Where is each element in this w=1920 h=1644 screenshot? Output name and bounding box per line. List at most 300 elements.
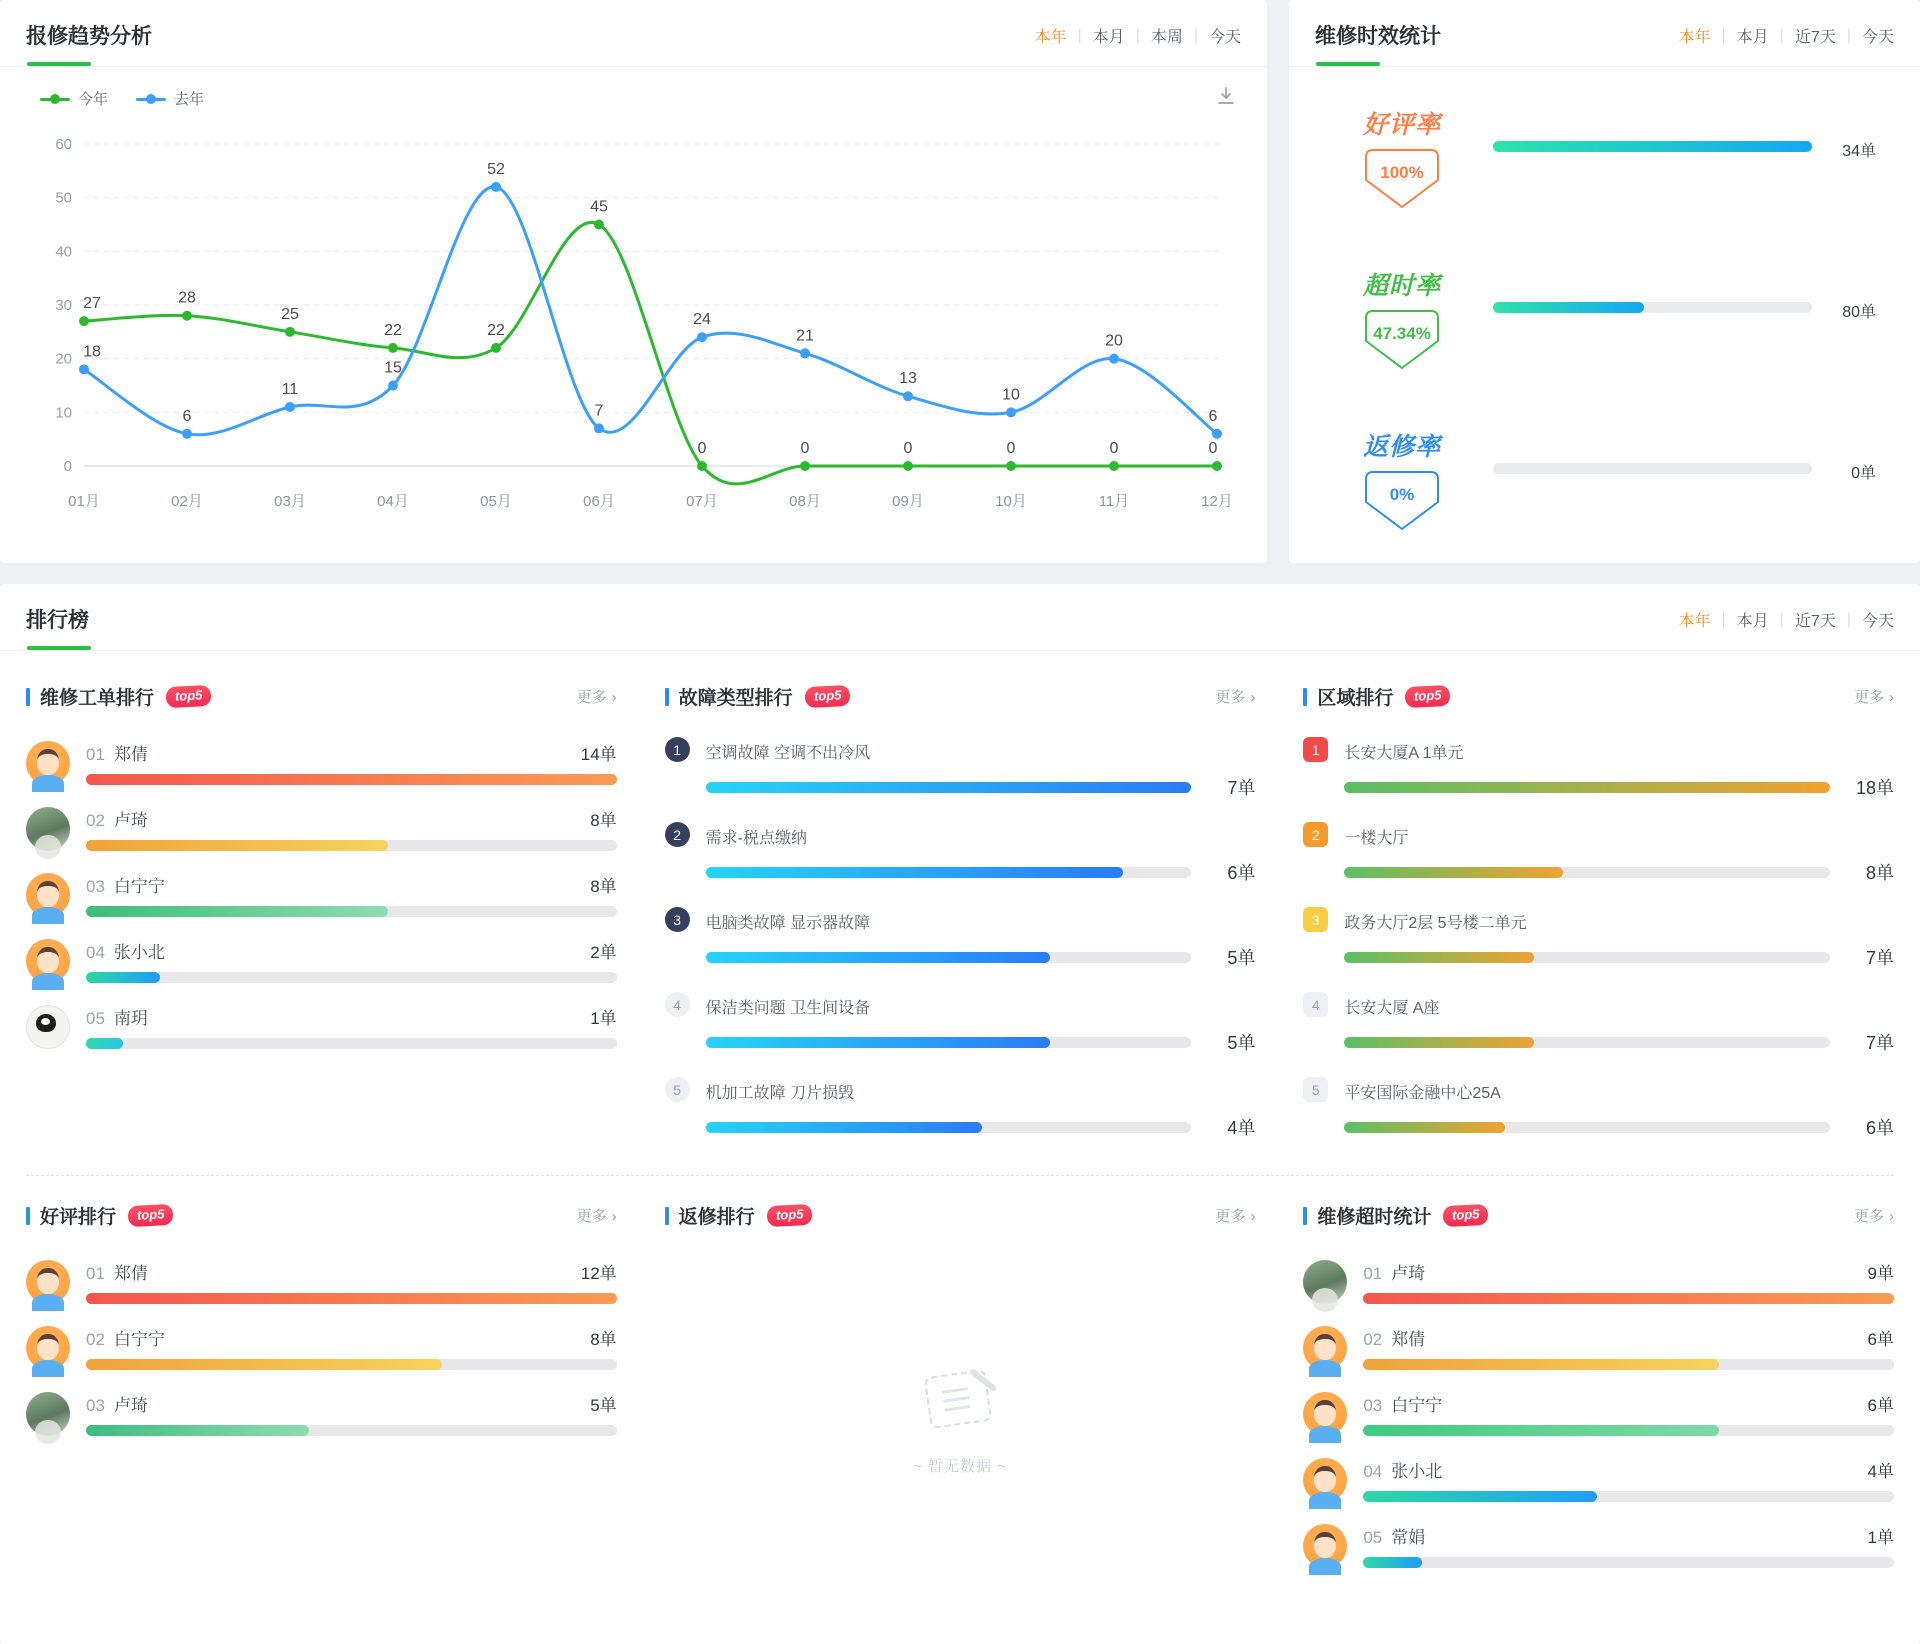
rank-bar-track: [706, 782, 1192, 793]
rank-count: 8单: [590, 1330, 617, 1349]
rank-number: 03: [1363, 1396, 1383, 1415]
rank-bar-track: [86, 906, 617, 917]
data-point: [285, 327, 295, 337]
filter-本月[interactable]: 本月: [1736, 29, 1769, 46]
rank-row: [26, 1325, 617, 1370]
rank-row-main: [706, 825, 1256, 885]
ranking-panel: [0, 584, 1920, 1644]
data-point: [79, 364, 89, 374]
rank-number: 01: [1363, 1264, 1383, 1283]
rank-bar-track: [86, 1425, 617, 1436]
data-point: [697, 461, 707, 471]
filter-本年[interactable]: 本年: [1034, 29, 1067, 46]
rank-badge: 1: [665, 737, 690, 762]
person-name: 白宁宁: [113, 877, 165, 896]
rank-bar-track: [86, 1293, 617, 1304]
rank-number: 01: [86, 745, 105, 764]
data-label: 0: [800, 440, 810, 457]
data-point: [1006, 407, 1016, 417]
more-link[interactable]: 更多 ›: [1853, 689, 1894, 706]
rank-bar-fill: [86, 1425, 309, 1436]
stat-percent-badge-icon: [1362, 469, 1442, 538]
rank-row-name: [1363, 1325, 1425, 1350]
rank-row: [1303, 1325, 1894, 1370]
rank-card-title: 故障类型排行: [678, 688, 793, 709]
data-point: [491, 182, 501, 192]
rank-badge: 5: [1303, 1077, 1328, 1102]
stat-left: [1341, 427, 1463, 538]
rank-count: 6单: [1867, 1396, 1894, 1415]
filter-今天[interactable]: 今天: [1861, 613, 1894, 630]
rank-count: 5单: [1227, 1033, 1256, 1053]
avatar: [1303, 1524, 1347, 1568]
top5-badge: top5: [766, 1204, 812, 1227]
rank-row: [1303, 740, 1894, 800]
stat-bar-track: [1493, 463, 1812, 474]
rank-count: 12单: [580, 1264, 617, 1283]
filter-今天[interactable]: 今天: [1208, 29, 1241, 46]
legend-item-去年[interactable]: [136, 88, 204, 109]
rank-row-labels: [86, 872, 617, 897]
rank-count: 1单: [590, 1009, 617, 1028]
x-axis-tick: 09月: [892, 493, 924, 510]
rank-count: 4单: [1227, 1118, 1256, 1138]
rank-card-维修工单排行: [26, 657, 617, 1165]
person-name: 南玥: [113, 1009, 148, 1028]
rank-badge: 4: [665, 992, 690, 1017]
more-link[interactable]: 更多 ›: [576, 689, 617, 706]
rank-number: 02: [86, 811, 105, 830]
rank-row-main: [1363, 1325, 1894, 1370]
stat-bar-row: [1493, 302, 1876, 377]
rank-bar-track: [1363, 1491, 1894, 1502]
rank-bar-fill: [1363, 1359, 1719, 1370]
ranking-grid: [0, 651, 1920, 1589]
trend-filters: [1034, 24, 1241, 47]
rank-bar-fill: [1363, 1425, 1719, 1436]
filter-separator: |: [1077, 26, 1082, 44]
efficiency-panel-header: [1289, 0, 1920, 67]
rank-bar-fill: [1344, 952, 1533, 963]
rank-bar-fill: [1344, 1037, 1533, 1048]
rank-row-main: [706, 995, 1256, 1055]
title-bullet-icon: [1303, 688, 1307, 706]
data-label: 13: [899, 370, 917, 388]
y-axis-tick: 0: [63, 458, 72, 475]
filter-separator: |: [1721, 610, 1726, 628]
rank-row-labels: [86, 740, 617, 765]
filter-本周[interactable]: 本周: [1150, 29, 1183, 46]
stat-返修率: [1341, 427, 1876, 538]
data-label: 21: [796, 327, 814, 345]
rank-row: [26, 1004, 617, 1049]
rank-count: 6单: [1227, 863, 1256, 883]
rank-row-labels: [1363, 1391, 1894, 1416]
avatar: [1303, 1260, 1347, 1304]
stat-超时率: [1341, 266, 1876, 377]
rank-row-main: [1344, 825, 1894, 885]
chevron-right-icon: ›: [611, 1208, 617, 1225]
more-link[interactable]: 更多 ›: [1215, 1208, 1256, 1225]
rank-row-main: [1363, 1523, 1894, 1568]
rank-number: 05: [1363, 1528, 1383, 1547]
rank-count: 6单: [1867, 1330, 1894, 1349]
rank-card-title: 返修排行: [678, 1207, 755, 1228]
rank-row-main: [1363, 1457, 1894, 1502]
rank-bar-fill: [86, 1359, 442, 1370]
filter-近7天[interactable]: 近7天: [1794, 29, 1836, 46]
title-bullet-icon: [665, 688, 669, 706]
rank-card-返修排行: [665, 1176, 1256, 1589]
rank-bar-track: [1363, 1557, 1894, 1568]
rank-row: [1303, 1391, 1894, 1436]
rank-card-title: 维修超时统计: [1317, 1207, 1432, 1228]
avatar: [26, 939, 70, 983]
efficiency-filters: [1679, 24, 1894, 47]
rank-row-labels: [1363, 1259, 1894, 1284]
stat-count: 34单: [1842, 143, 1876, 160]
filter-separator: |: [1779, 610, 1784, 628]
rank-bar-track: [1344, 952, 1830, 963]
rank-row: [1303, 1457, 1894, 1502]
rank-badge: 2: [665, 822, 690, 847]
more-link[interactable]: 更多 ›: [576, 1208, 617, 1225]
stat-count: 80单: [1842, 304, 1876, 321]
rank-row-label: 政务大厅2层 5号楼二单元: [1344, 915, 1527, 932]
download-icon[interactable]: [1215, 85, 1237, 112]
rank-row-label: 空调故障 空调不出冷风: [705, 745, 871, 762]
series-line-去年: [84, 187, 1217, 435]
svg-text:0%: 0%: [1389, 485, 1415, 504]
rank-bar-track: [86, 1359, 617, 1370]
person-name: 郑倩: [113, 745, 148, 764]
stat-bar-row: [1493, 463, 1876, 538]
rank-count: 2单: [590, 943, 617, 962]
stat-bar-fill: [1493, 302, 1644, 313]
person-name: 白宁宁: [113, 1330, 165, 1349]
filter-本年[interactable]: 本年: [1678, 613, 1711, 630]
x-axis-tick: 12月: [1201, 493, 1233, 510]
rank-row-label: 需求-税点缴纳: [705, 830, 807, 847]
rank-row-name: [1363, 1259, 1425, 1284]
data-point: [594, 423, 604, 433]
rank-row-name: [1363, 1523, 1425, 1548]
rank-card-区域排行: [1303, 657, 1894, 1165]
rank-row: [665, 825, 1256, 885]
rank-bar-track: [1344, 867, 1830, 878]
rank-bar-track: [706, 1037, 1192, 1048]
rank-bar-fill: [1363, 1557, 1421, 1568]
rank-bar-fill: [86, 1038, 123, 1049]
rank-row: [1303, 1523, 1894, 1568]
person-name: 郑倩: [1391, 1330, 1426, 1349]
rank-card-title: 维修工单排行: [40, 688, 155, 709]
stat-percent-badge-icon: [1362, 147, 1442, 216]
data-label: 25: [281, 305, 299, 323]
filter-separator: |: [1721, 26, 1726, 44]
rank-bar-fill: [706, 867, 1124, 878]
rank-bar-track: [706, 867, 1192, 878]
rank-card-header: [665, 683, 1256, 710]
rank-bar-fill: [1344, 1122, 1504, 1133]
rank-row-main: [86, 872, 617, 917]
rank-row-name: [86, 938, 165, 963]
ranking-panel-header: [0, 584, 1920, 651]
rank-row-labels: [1363, 1325, 1894, 1350]
more-link[interactable]: 更多 ›: [1215, 689, 1256, 706]
top5-badge: top5: [1405, 685, 1451, 708]
top-row: [0, 0, 1920, 563]
person-name: 张小北: [113, 943, 165, 962]
data-label: 6: [1208, 407, 1218, 425]
filter-近7天[interactable]: 近7天: [1794, 613, 1836, 630]
rank-row-name: [86, 872, 165, 897]
rank-row-name: [86, 806, 148, 831]
rank-card-好评排行: [26, 1176, 617, 1589]
x-axis-tick: 08月: [789, 493, 821, 510]
trend-panel-header: [0, 0, 1267, 67]
data-point: [903, 391, 913, 401]
rank-row: [1303, 825, 1894, 885]
title-bullet-icon: [1303, 1207, 1307, 1225]
rank-number: 05: [86, 1009, 105, 1028]
trend-panel-title: 报修趋势分析: [26, 20, 152, 66]
no-data-icon: [915, 1363, 1005, 1441]
rank-row-main: [86, 806, 617, 851]
rank-bar-row: [706, 774, 1256, 800]
去年-legend-marker-icon: [136, 94, 166, 104]
rank-bar-fill: [706, 1037, 1051, 1048]
rank-row-name: [86, 1259, 148, 1284]
efficiency-stats: [1289, 67, 1920, 558]
legend-item-今年[interactable]: [40, 88, 108, 109]
rank-row: [26, 740, 617, 785]
title-bullet-icon: [665, 1207, 669, 1225]
y-axis-tick: 30: [55, 297, 72, 314]
rank-row: [1303, 1080, 1894, 1140]
rank-row-main: [86, 1004, 617, 1049]
stat-bar-track: [1493, 302, 1812, 313]
avatar: [26, 807, 70, 851]
rank-row-labels: [86, 938, 617, 963]
rank-row-name: [86, 1004, 148, 1029]
data-point: [1109, 461, 1119, 471]
rank-badge: 1: [1303, 737, 1328, 762]
x-axis-tick: 07月: [686, 493, 718, 510]
rank-count: 7单: [1865, 1033, 1894, 1053]
x-axis-tick: 03月: [274, 493, 306, 510]
filter-本年[interactable]: 本年: [1678, 29, 1711, 46]
rank-row: [26, 806, 617, 851]
chevron-right-icon: ›: [1250, 1208, 1256, 1225]
data-label: 0: [1208, 440, 1218, 457]
data-label: 45: [590, 198, 608, 216]
rank-count: 14单: [580, 745, 617, 764]
rank-row-label: 长安大厦A 1单元: [1344, 745, 1464, 762]
rank-bar-fill: [1363, 1293, 1894, 1304]
avatar: [26, 1005, 70, 1049]
rank-row-name: [86, 1325, 165, 1350]
data-label: 18: [83, 343, 101, 361]
chevron-right-icon: ›: [1250, 689, 1256, 706]
rank-row: [665, 910, 1256, 970]
rank-row: [1303, 910, 1894, 970]
rank-bar-row: [706, 944, 1256, 970]
data-point: [1212, 461, 1222, 471]
data-point: [800, 461, 810, 471]
rank-bar-row: [1344, 859, 1894, 885]
rank-bar-row: [706, 859, 1256, 885]
stat-bar-fill: [1493, 141, 1812, 152]
rank-count: 5单: [1227, 948, 1256, 968]
rank-number: 04: [1363, 1462, 1383, 1481]
rank-row-main: [1344, 995, 1894, 1055]
rank-bar-row: [1344, 1029, 1894, 1055]
x-axis-tick: 05月: [480, 493, 512, 510]
y-axis-tick: 40: [55, 243, 72, 261]
data-label: 22: [384, 321, 402, 339]
no-data-text: ~ 暂无数据 ~: [913, 1457, 1007, 1475]
filter-separator: |: [1135, 26, 1140, 44]
rank-row-main: [1363, 1259, 1894, 1304]
rank-card-header: [26, 683, 617, 710]
rank-row-name: [1363, 1391, 1442, 1416]
rank-row-name: [86, 740, 148, 765]
rank-bar-fill: [1344, 782, 1830, 793]
rank-bar-track: [706, 1122, 1192, 1133]
filter-separator: |: [1193, 26, 1198, 44]
rank-bar-row: [706, 1114, 1256, 1140]
series-line-今年: [84, 222, 1217, 484]
rank-card-title: 好评排行: [40, 1207, 117, 1228]
rank-row-labels: [86, 1325, 617, 1350]
data-label: 24: [693, 311, 711, 329]
rank-row-main: [706, 1080, 1256, 1140]
data-point: [491, 343, 501, 353]
rank-row-main: [1344, 740, 1894, 800]
rank-number: 02: [1363, 1330, 1383, 1349]
rank-row-main: [706, 740, 1256, 800]
x-axis-tick: 10月: [995, 493, 1027, 510]
rank-count: 8单: [590, 811, 617, 830]
data-point: [182, 311, 192, 321]
rank-row: [665, 1080, 1256, 1140]
rank-card-header: [1303, 683, 1894, 710]
data-point: [388, 343, 398, 353]
rank-row-label: 保洁类问题 卫生间设备: [705, 1000, 871, 1017]
top5-badge: top5: [127, 1204, 173, 1227]
rank-row-labels: [86, 1391, 617, 1416]
data-label: 11: [281, 380, 299, 398]
legend-dot: [50, 94, 60, 104]
more-link[interactable]: 更多 ›: [1853, 1208, 1894, 1225]
rank-count: 18单: [1855, 778, 1894, 798]
legend-label: 去年: [174, 91, 205, 108]
person-name: 白宁宁: [1391, 1396, 1443, 1415]
chevron-right-icon: ›: [1889, 1208, 1894, 1225]
data-label: 0: [1006, 440, 1016, 457]
rank-bar-track: [86, 840, 617, 851]
x-axis-tick: 02月: [171, 493, 203, 510]
rank-number: 04: [86, 943, 105, 962]
chevron-right-icon: ›: [611, 689, 617, 706]
data-point: [903, 461, 913, 471]
data-label: 6: [182, 407, 192, 425]
rank-bar-fill: [86, 906, 388, 917]
filter-本月[interactable]: 本月: [1736, 613, 1769, 630]
rank-row-main: [706, 910, 1256, 970]
stat-bar-row: [1493, 141, 1876, 216]
top5-badge: top5: [804, 685, 850, 708]
rank-card-header: [665, 1202, 1256, 1229]
rank-row-label: 电脑类故障 显示器故障: [705, 915, 871, 932]
rank-row: [1303, 995, 1894, 1055]
person-name: 郑倩: [113, 1264, 148, 1283]
chevron-right-icon: ›: [1889, 689, 1894, 706]
今年-legend-marker-icon: [40, 94, 70, 104]
trend-chart: [26, 114, 1241, 544]
rank-number: 01: [86, 1264, 105, 1283]
rank-bar-row: [1344, 774, 1894, 800]
rank-row-main: [86, 1391, 617, 1436]
rank-count: 4单: [1867, 1462, 1894, 1481]
rank-row-labels: [1363, 1457, 1894, 1482]
rank-badge: 5: [665, 1077, 690, 1102]
data-label: 0: [1109, 440, 1119, 457]
rank-bar-fill: [706, 782, 1192, 793]
rank-bar-fill: [86, 972, 160, 983]
rank-number: 03: [86, 1396, 105, 1415]
rank-bar-track: [1363, 1425, 1894, 1436]
rank-row: [26, 872, 617, 917]
rank-badge: 2: [1303, 822, 1328, 847]
filter-今天[interactable]: 今天: [1861, 29, 1894, 46]
svg-text:47.34%: 47.34%: [1373, 324, 1431, 343]
data-label: 20: [1105, 332, 1123, 350]
filter-本月[interactable]: 本月: [1092, 29, 1125, 46]
stat-好评率: [1341, 105, 1876, 216]
legend-label: 今年: [78, 91, 109, 108]
rank-bar-row: [1344, 944, 1894, 970]
x-axis-tick: 11月: [1098, 493, 1130, 510]
stat-title: 超时率: [1362, 272, 1441, 300]
avatar: [1303, 1392, 1347, 1436]
x-axis-tick: 04月: [377, 493, 409, 510]
filter-separator: |: [1846, 26, 1851, 44]
avatar: [26, 741, 70, 785]
rank-count: 7单: [1865, 948, 1894, 968]
data-label: 7: [594, 402, 604, 420]
avatar: [1303, 1458, 1347, 1502]
rank-bar-fill: [1363, 1491, 1596, 1502]
rank-row-main: [86, 1325, 617, 1370]
data-point: [79, 316, 89, 326]
empty-state: [665, 1259, 1256, 1579]
rank-bar-row: [1344, 1114, 1894, 1140]
avatar: [26, 1260, 70, 1304]
rank-count: 8单: [590, 877, 617, 896]
title-bullet-icon: [26, 688, 30, 706]
filter-separator: |: [1846, 610, 1851, 628]
rank-card-故障类型排行: [665, 657, 1256, 1165]
ranking-filters: [1679, 608, 1894, 631]
y-axis-tick: 10: [55, 404, 72, 422]
person-name: 卢琦: [113, 1396, 148, 1415]
data-label: 0: [697, 440, 707, 457]
rank-bar-track: [1344, 782, 1830, 793]
rank-badge: 3: [1303, 907, 1328, 932]
avatar: [26, 1392, 70, 1436]
